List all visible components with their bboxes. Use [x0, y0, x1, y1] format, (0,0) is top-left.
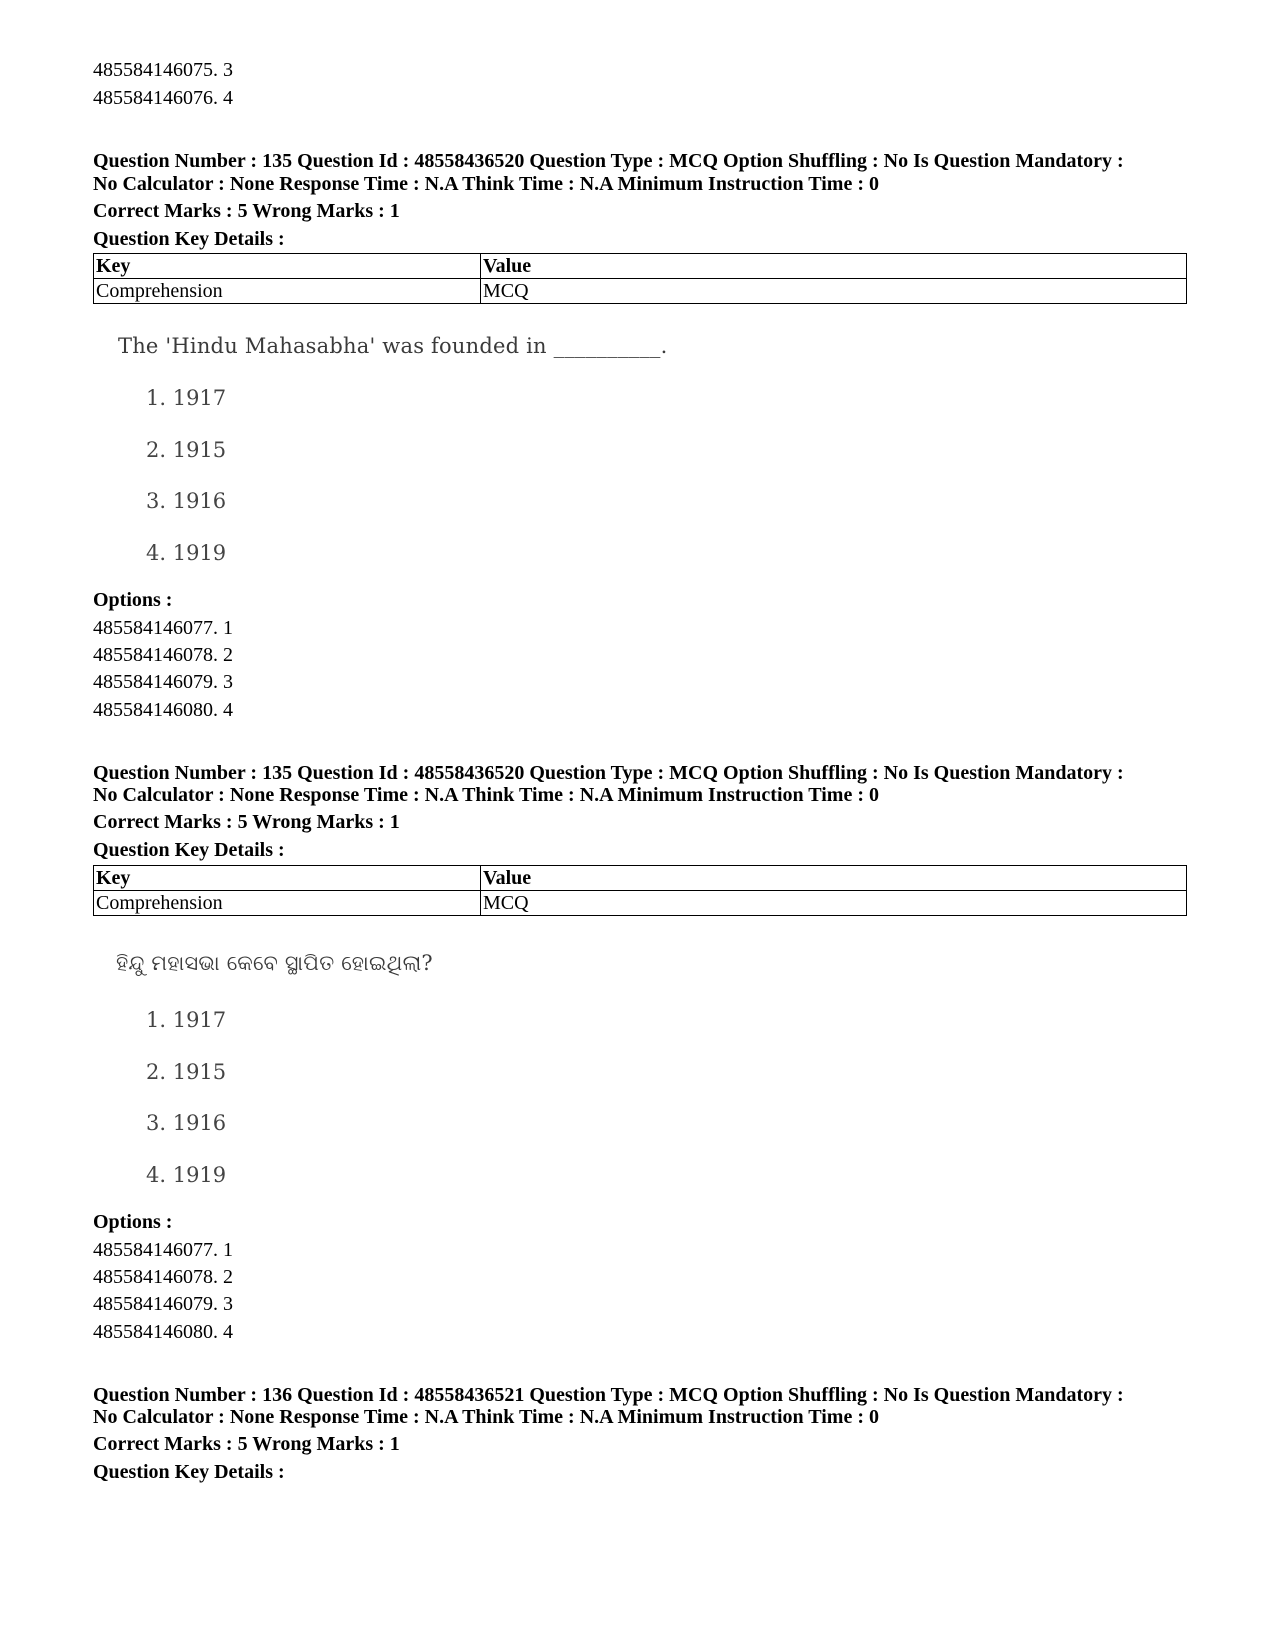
- option-line: 485584146078. 2: [93, 1266, 233, 1288]
- question-header-line-2: No Calculator : None Response Time : N.A Think Time : N.A Minimum Instruction Time : 0: [93, 784, 879, 806]
- options-label: Options :: [93, 589, 173, 611]
- table-cell-value: MCQ: [481, 279, 1187, 304]
- question-text: ହିନ୍ଦୁ ମହାସଭା କେବେ ସ୍ଥାପିତ ହୋଇଥିଲା?: [116, 951, 433, 975]
- options-label: Options :: [93, 1211, 173, 1233]
- choice-4: 4. 1919: [146, 1163, 227, 1187]
- key-details-table: [93, 865, 1187, 916]
- table-header-row: [94, 866, 1187, 891]
- marks-line: Correct Marks : 5 Wrong Marks : 1: [93, 1433, 400, 1455]
- question-text: The 'Hindu Mahasabha' was founded in __________.: [118, 334, 668, 358]
- key-details-table: [93, 253, 1187, 304]
- table-header-key: Key: [94, 254, 481, 279]
- choice-3: 3. 1916: [146, 1111, 227, 1135]
- option-line: 485584146079. 3: [93, 1293, 233, 1315]
- question-header-line-2: No Calculator : None Response Time : N.A Think Time : N.A Minimum Instruction Time : 0: [93, 1406, 879, 1428]
- option-line: 485584146075. 3: [93, 59, 233, 81]
- table-header-row: [94, 254, 1187, 279]
- key-details-label: Question Key Details :: [93, 1461, 285, 1483]
- choice-4: 4. 1919: [146, 541, 227, 565]
- table-row: [94, 891, 1187, 916]
- question-header-line-2: No Calculator : None Response Time : N.A Think Time : N.A Minimum Instruction Time : 0: [93, 173, 879, 195]
- option-line: 485584146078. 2: [93, 644, 233, 666]
- marks-line: Correct Marks : 5 Wrong Marks : 1: [93, 200, 400, 222]
- table-row: [94, 279, 1187, 304]
- table-header-key: Key: [94, 866, 481, 891]
- option-line: 485584146080. 4: [93, 699, 233, 721]
- choice-2: 2. 1915: [146, 438, 227, 462]
- key-details-label: Question Key Details :: [93, 228, 285, 250]
- key-details-label: Question Key Details :: [93, 839, 285, 861]
- table-header-value: Value: [481, 254, 1187, 279]
- marks-line: Correct Marks : 5 Wrong Marks : 1: [93, 811, 400, 833]
- table-cell-value: MCQ: [481, 891, 1187, 916]
- choice-2: 2. 1915: [146, 1060, 227, 1084]
- table-cell-key: Comprehension: [94, 891, 481, 916]
- table-cell-key: Comprehension: [94, 279, 481, 304]
- choice-1: 1. 1917: [146, 1008, 227, 1032]
- choice-3: 3. 1916: [146, 489, 227, 513]
- question-header-line-1: Question Number : 135 Question Id : 48558436520 Question Type : MCQ Option Shuffling : No Is Question Mandatory :: [93, 762, 1124, 784]
- option-line: 485584146080. 4: [93, 1321, 233, 1343]
- option-line: 485584146079. 3: [93, 671, 233, 693]
- option-line: 485584146077. 1: [93, 617, 233, 639]
- question-header-line-1: Question Number : 135 Question Id : 48558436520 Question Type : MCQ Option Shuffling : No Is Question Mandatory :: [93, 150, 1124, 172]
- option-line: 485584146077. 1: [93, 1239, 233, 1261]
- option-line: 485584146076. 4: [93, 87, 233, 109]
- choice-1: 1. 1917: [146, 386, 227, 410]
- table-header-value: Value: [481, 866, 1187, 891]
- question-header-line-1: Question Number : 136 Question Id : 48558436521 Question Type : MCQ Option Shuffling : No Is Question Mandatory :: [93, 1384, 1124, 1406]
